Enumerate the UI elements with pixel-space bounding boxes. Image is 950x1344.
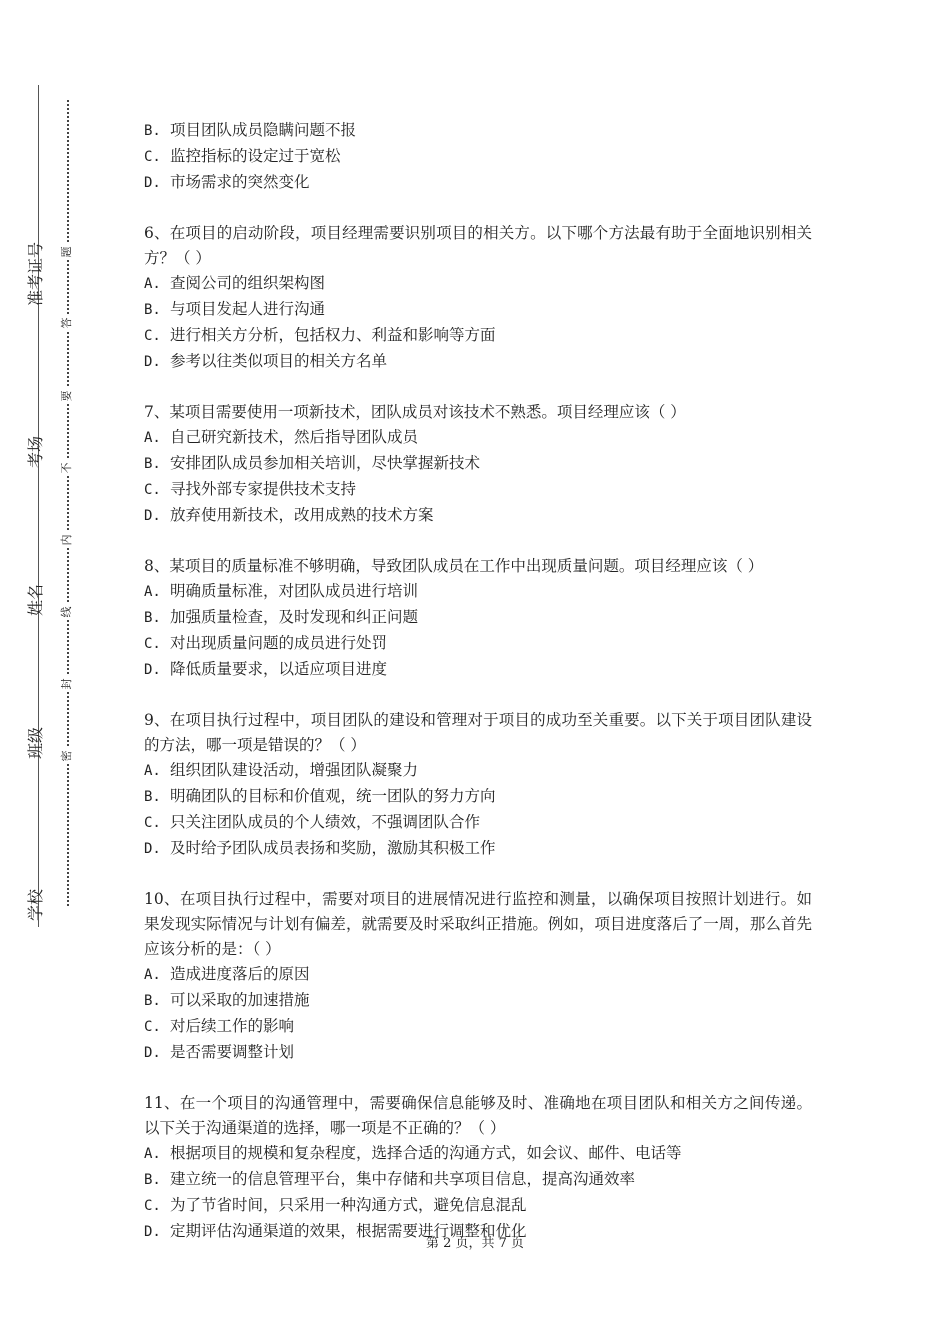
option-row: D. 市场需求的突然变化: [144, 173, 310, 191]
option-row: B. 项目团队成员隐瞒问题不报: [144, 121, 357, 139]
option-row: B. 建立统一的信息管理平台，集中存储和共享项目信息，提高沟通效率: [144, 1170, 636, 1188]
option-row: B. 加强质量检查，及时发现和纠正问题: [144, 608, 419, 626]
field-class-label: 班级: [26, 727, 45, 760]
option-row: D. 定期评估沟通渠道的效果，根据需要进行调整和优化: [144, 1222, 527, 1240]
option-row: D. 及时给予团队成员表扬和奖励，激励其积极工作: [144, 839, 496, 857]
question-8: [144, 554, 812, 683]
seal-char: 要: [59, 388, 75, 404]
question-stem: 11、在一个项目的沟通管理中，需要确保信息能够及时、准确地在项目团队和相关方之间传递。以下关于沟通渠道的选择，哪一项是不正确的？（ ）: [144, 1094, 812, 1137]
option-row: D. 放弃使用新技术，改用成熟的技术方案: [144, 506, 434, 524]
option-row: A. 自己研究新技术，然后指导团队成员: [144, 428, 419, 446]
question-6: [144, 221, 812, 375]
option-row: C. 寻找外部专家提供技术支持: [144, 480, 357, 498]
option-row: A. 造成进度落后的原因: [144, 965, 310, 983]
option-row: D. 是否需要调整计划: [144, 1043, 295, 1061]
option-row: A. 根据项目的规模和复杂程度，选择合适的沟通方式，如会议、邮件、电话等: [144, 1144, 682, 1162]
question-stem: 6、在项目的启动阶段，项目经理需要识别项目的相关方。以下哪个方法最有助于全面地识别相关方？（ ）: [144, 224, 812, 267]
continued-options: [144, 118, 812, 196]
seal-char: 答: [59, 315, 75, 331]
seal-char: 题: [59, 244, 75, 260]
option-row: C. 为了节省时间，只采用一种沟通方式，避免信息混乱: [144, 1196, 527, 1214]
question-stem: 8、某项目的质量标准不够明确，导致团队成员在工作中出现质量问题。项目经理应该（ ）: [144, 557, 764, 575]
option-row: B. 明确团队的目标和价值观，统一团队的努力方向: [144, 787, 496, 805]
question-stem: 9、在项目执行过程中，项目团队的建设和管理对于项目的成功至关重要。以下关于项目团队建设的方法，哪一项是错误的？（ ）: [144, 711, 812, 754]
option-row: A. 查阅公司的组织架构图: [144, 274, 326, 292]
question-stem: 10、在项目执行过程中，需要对项目的进展情况进行监控和测量，以确保项目按照计划进行。如果发现实际情况与计划有偏差，就需要及时采取纠正措施。例如，项目进度落后了一周，那么首先应该分析的是：（ ）: [144, 890, 812, 958]
field-exam-id-label: 准考证号: [26, 241, 45, 306]
question-10: [144, 887, 812, 1066]
binding-solid-line: [38, 85, 39, 927]
exam-content: [144, 118, 812, 1245]
field-name-label: 姓名: [26, 584, 45, 617]
option-row: B. 可以采取的加速措施: [144, 991, 310, 1009]
field-exam-room-label: 考场: [26, 436, 45, 469]
option-row: C. 只关注团队成员的个人绩效，不强调团队合作: [144, 813, 481, 831]
seal-char: 线: [59, 604, 75, 620]
page-number: 第 2 页，共 7 页: [425, 1236, 525, 1251]
seal-dotted-line: [67, 100, 69, 906]
seal-char: 不: [59, 460, 75, 476]
option-row: A. 明确质量标准，对团队成员进行培训: [144, 582, 419, 600]
question-stem: 7、某项目需要使用一项新技术，团队成员对该技术不熟悉。项目经理应该（ ）: [144, 403, 686, 421]
seal-char: 密: [59, 748, 75, 764]
field-school-label: 学校: [26, 889, 45, 922]
option-row: D. 降低质量要求，以适应项目进度: [144, 660, 388, 678]
option-row: B. 安排团队成员参加相关培训，尽快掌握新技术: [144, 454, 481, 472]
option-row: C. 监控指标的设定过于宽松: [144, 147, 341, 165]
seal-char: 内: [59, 532, 75, 548]
option-row: A. 组织团队建设活动，增强团队凝聚力: [144, 761, 419, 779]
question-7: [144, 400, 812, 529]
option-row: C. 进行相关方分析，包括权力、利益和影响等方面: [144, 326, 496, 344]
option-row: B. 与项目发起人进行沟通: [144, 300, 326, 318]
seal-char: 封: [59, 676, 75, 692]
option-row: C. 对后续工作的影响: [144, 1017, 295, 1035]
question-11: [144, 1091, 812, 1245]
option-row: C. 对出现质量问题的成员进行处罚: [144, 634, 388, 652]
question-9: [144, 708, 812, 862]
option-row: D. 参考以往类似项目的相关方名单: [144, 352, 388, 370]
